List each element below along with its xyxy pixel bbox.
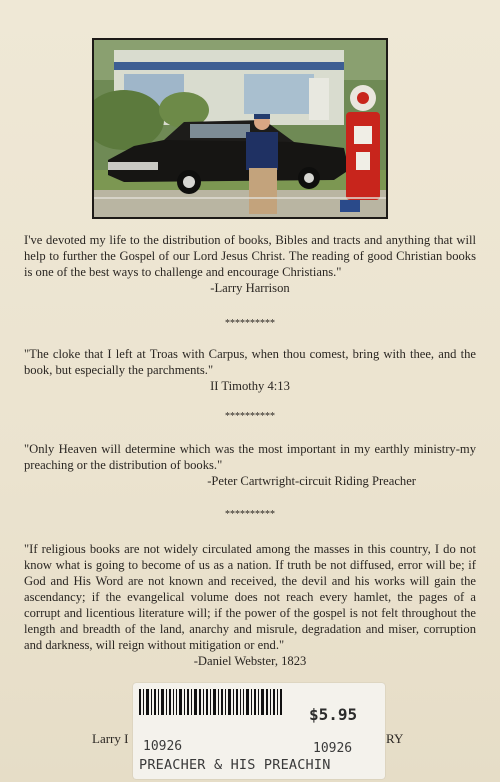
- sticker-sku-left: 10926: [143, 739, 183, 754]
- quote-text: "Only Heaven will determine which was the most important in my earthly ministry-my preaching or the distribution of books.": [24, 442, 476, 472]
- quote-harrison: [24, 232, 476, 296]
- barcode-icon: [137, 687, 284, 717]
- separator: **********: [225, 411, 275, 422]
- separator: **********: [225, 318, 275, 329]
- photo-illustration: [94, 40, 386, 217]
- quote-attribution: II Timothy 4:13: [210, 379, 290, 393]
- quote-timothy: [24, 346, 476, 394]
- quote-text: "The cloke that I left at Troas with Carpus, when thou comest, bring with thee, and the book, but especially the parchments.": [24, 347, 476, 377]
- sticker-price: $5.95: [309, 705, 358, 724]
- sticker-sku-right: 10926: [313, 741, 353, 756]
- footer-publisher-left: Larry I: [92, 731, 129, 746]
- cover-photo: [92, 38, 388, 219]
- quote-webster: [24, 541, 476, 669]
- sticker-title: PREACHER & HIS PREACHIN: [139, 757, 331, 773]
- quote-attribution: -Daniel Webster, 1823: [193, 654, 307, 668]
- footer-publisher-right: RY: [386, 731, 404, 746]
- quote-attribution: -Larry Harrison: [210, 281, 290, 295]
- quote-text: "If religious books are not widely circulated among the masses in this country, I do not know what is going to become of us as a nation. If truth be not diffused, error will be; if God and His Word are not known and received, the devil and his works will gain the ascendancy; if the evangelical volume does not reach every hamlet, the pages of a corrupt and licentious literature will; if the power of the gospel is not felt throughout the length and breadth of the land, anarchy and misrule, degradation and miser, corruption and darkness, will reign without mitigation or end.": [24, 542, 476, 652]
- price-sticker: [133, 683, 385, 779]
- quote-cartwright: [24, 441, 476, 489]
- quote-attribution: -Peter Cartwright-circuit Riding Preacher: [207, 474, 416, 488]
- quote-text: I've devoted my life to the distribution of books, Bibles and tracts and anything that will help to further the Gospel of our Lord Jesus Christ. The reading of good Christian books is one of the best ways to challenge and encourage Christians.": [24, 233, 476, 279]
- separator: **********: [225, 509, 275, 520]
